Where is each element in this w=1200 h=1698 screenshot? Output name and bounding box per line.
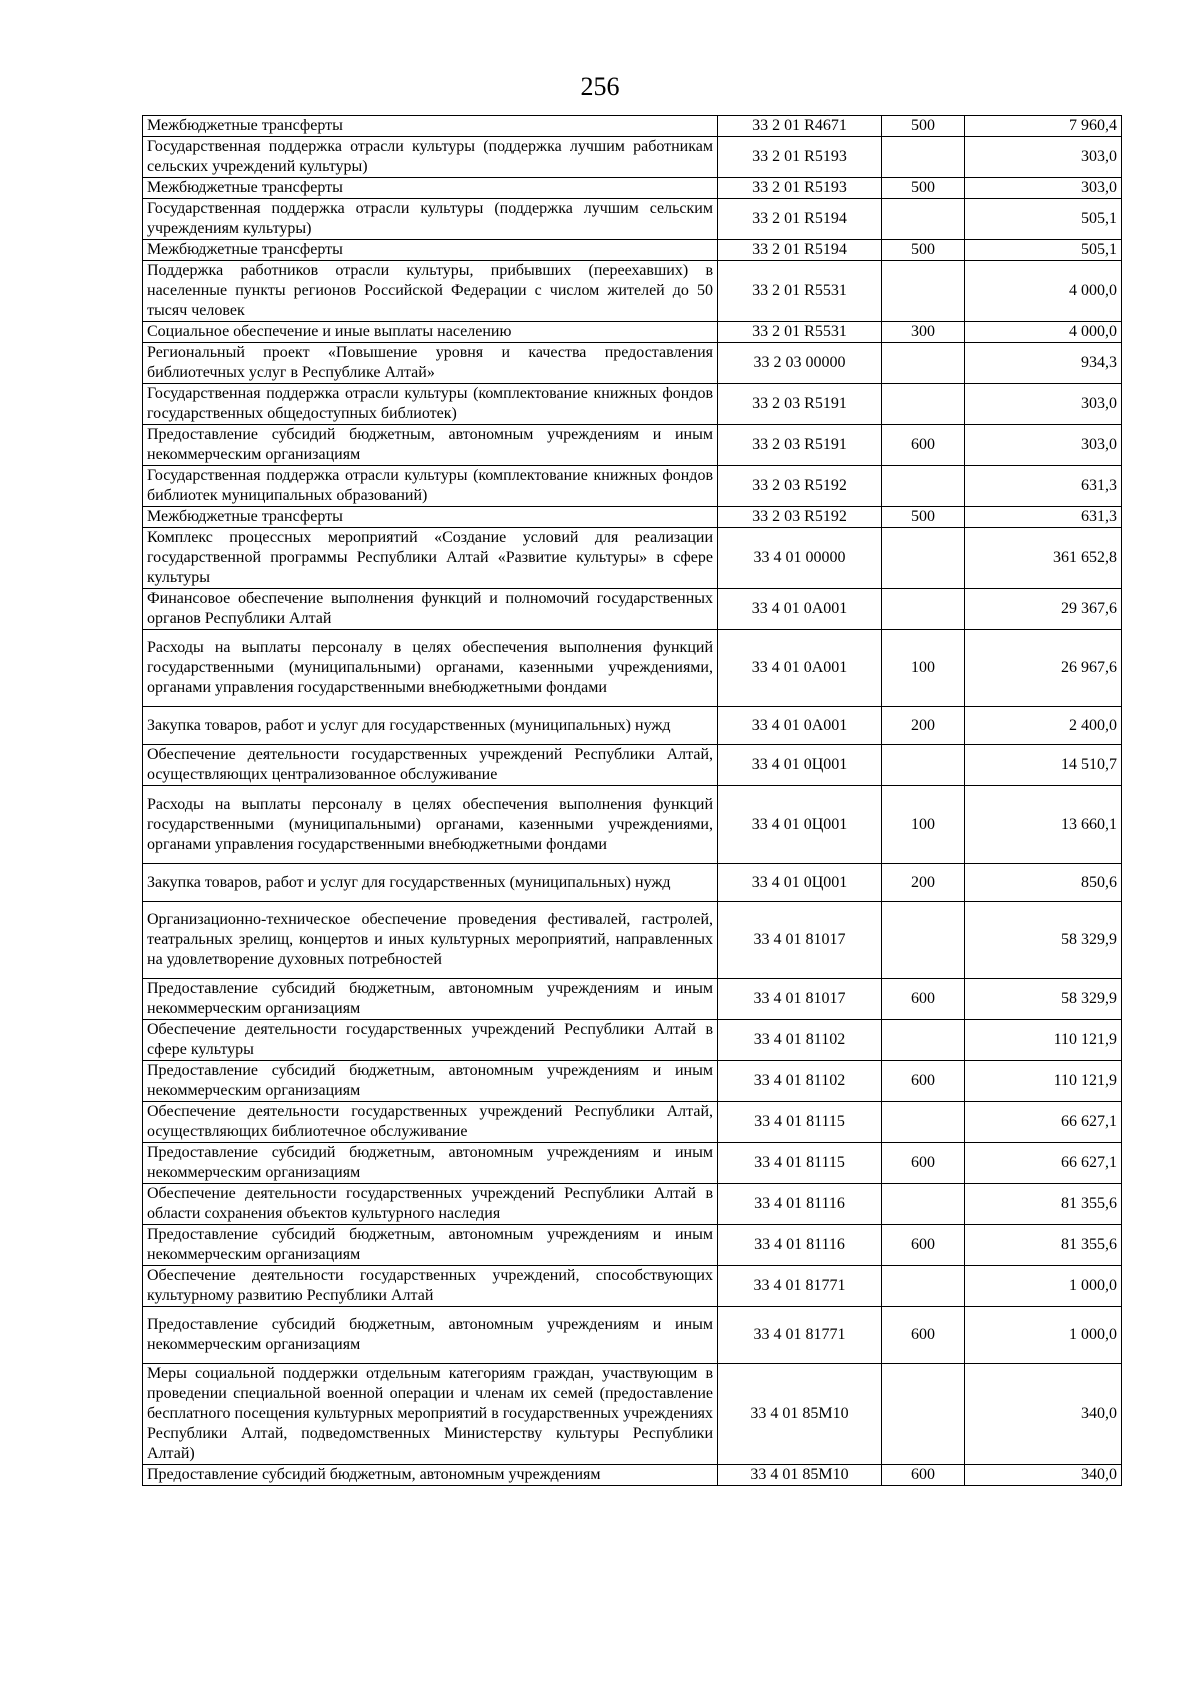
table-row (143, 1020, 1122, 1061)
target-code-cell: 33 4 01 81116 (718, 1225, 882, 1266)
expense-name-cell: Закупка товаров, работ и услуг для государственных (муниципальных) нужд (143, 864, 718, 902)
table-row (143, 1061, 1122, 1102)
expense-type-cell: 600 (882, 425, 965, 466)
target-code-cell: 33 2 03 R5192 (718, 466, 882, 507)
target-code-cell: 33 4 01 85М10 (718, 1364, 882, 1465)
table-row (143, 116, 1122, 137)
target-code-cell: 33 4 01 81115 (718, 1102, 882, 1143)
target-code-cell: 33 4 01 0Ц001 (718, 786, 882, 864)
amount-cell: 505,1 (965, 240, 1122, 261)
target-code-cell: 33 4 01 81116 (718, 1184, 882, 1225)
target-code-cell: 33 2 01 R5194 (718, 199, 882, 240)
expense-type-cell (882, 528, 965, 589)
table-row (143, 384, 1122, 425)
expense-name-cell: Расходы на выплаты персоналу в целях обеспечения выполнения функций государственными (муниципальными) органами, казенными учреждениями, органами управления государственными внебюджетными фондами (143, 786, 718, 864)
table-row (143, 864, 1122, 902)
target-code-cell: 33 2 01 R5531 (718, 322, 882, 343)
table-row (143, 1307, 1122, 1364)
amount-cell: 66 627,1 (965, 1102, 1122, 1143)
target-code-cell: 33 2 03 00000 (718, 343, 882, 384)
expense-type-cell: 600 (882, 1061, 965, 1102)
budget-table (142, 115, 1122, 1486)
amount-cell: 340,0 (965, 1364, 1122, 1465)
table-row (143, 1266, 1122, 1307)
table-row (143, 240, 1122, 261)
expense-type-cell (882, 1266, 965, 1307)
target-code-cell: 33 4 01 0А001 (718, 589, 882, 630)
amount-cell: 26 967,6 (965, 630, 1122, 707)
amount-cell: 29 367,6 (965, 589, 1122, 630)
expense-type-cell (882, 1364, 965, 1465)
expense-name-cell: Межбюджетные трансферты (143, 116, 718, 137)
expense-name-cell: Предоставление субсидий бюджетным, автономным учреждениям и иным некоммерческим организациям (143, 1307, 718, 1364)
expense-type-cell (882, 343, 965, 384)
target-code-cell: 33 4 01 81102 (718, 1061, 882, 1102)
expense-type-cell: 200 (882, 864, 965, 902)
table-row (143, 902, 1122, 979)
target-code-cell: 33 4 01 81771 (718, 1307, 882, 1364)
expense-name-cell: Государственная поддержка отрасли культуры (комплектование книжных фондов библиотек муниципальных образований) (143, 466, 718, 507)
expense-name-cell: Обеспечение деятельности государственных учреждений Республики Алтай в области сохранения объектов культурного наследия (143, 1184, 718, 1225)
expense-name-cell: Предоставление субсидий бюджетным, автономным учреждениям и иным некоммерческим организациям (143, 1143, 718, 1184)
expense-name-cell: Государственная поддержка отрасли культуры (комплектование книжных фондов государственных общедоступных библиотек) (143, 384, 718, 425)
expense-type-cell: 300 (882, 322, 965, 343)
target-code-cell: 33 2 03 R5191 (718, 425, 882, 466)
amount-cell: 303,0 (965, 384, 1122, 425)
amount-cell: 110 121,9 (965, 1020, 1122, 1061)
amount-cell: 58 329,9 (965, 979, 1122, 1020)
amount-cell: 2 400,0 (965, 707, 1122, 745)
expense-type-cell: 500 (882, 240, 965, 261)
table-row (143, 322, 1122, 343)
target-code-cell: 33 2 01 R5193 (718, 178, 882, 199)
amount-cell: 631,3 (965, 466, 1122, 507)
expense-name-cell: Межбюджетные трансферты (143, 178, 718, 199)
expense-name-cell: Обеспечение деятельности государственных учреждений Республики Алтай, осуществляющих централизованное обслуживание (143, 745, 718, 786)
target-code-cell: 33 4 01 0Ц001 (718, 745, 882, 786)
table-row (143, 1364, 1122, 1465)
target-code-cell: 33 2 01 R5193 (718, 137, 882, 178)
table-row (143, 507, 1122, 528)
amount-cell: 7 960,4 (965, 116, 1122, 137)
expense-name-cell: Межбюджетные трансферты (143, 240, 718, 261)
table-row (143, 528, 1122, 589)
amount-cell: 81 355,6 (965, 1184, 1122, 1225)
expense-name-cell: Предоставление субсидий бюджетным, автономным учреждениям и иным некоммерческим организациям (143, 1061, 718, 1102)
target-code-cell: 33 4 01 81017 (718, 979, 882, 1020)
expense-type-cell (882, 1020, 965, 1061)
expense-name-cell: Предоставление субсидий бюджетным, автономным учреждениям и иным некоммерческим организациям (143, 1225, 718, 1266)
expense-name-cell: Закупка товаров, работ и услуг для государственных (муниципальных) нужд (143, 707, 718, 745)
table-row (143, 589, 1122, 630)
page-number: 256 (580, 72, 620, 101)
amount-cell: 850,6 (965, 864, 1122, 902)
target-code-cell: 33 4 01 0А001 (718, 707, 882, 745)
table-row (143, 707, 1122, 745)
table-row (143, 343, 1122, 384)
amount-cell: 1 000,0 (965, 1266, 1122, 1307)
amount-cell: 81 355,6 (965, 1225, 1122, 1266)
expense-name-cell: Предоставление субсидий бюджетным, автономным учреждениям и иным некоммерческим организациям (143, 979, 718, 1020)
expense-type-cell: 600 (882, 1307, 965, 1364)
expense-name-cell: Региональный проект «Повышение уровня и качества предоставления библиотечных услуг в Республике Алтай» (143, 343, 718, 384)
expense-name-cell: Расходы на выплаты персоналу в целях обеспечения выполнения функций государственными (муниципальными) органами, казенными учреждениями, органами управления государственными внебюджетными фондами (143, 630, 718, 707)
expense-name-cell: Предоставление субсидий бюджетным, автономным учреждениям (143, 1465, 718, 1486)
amount-cell: 303,0 (965, 137, 1122, 178)
expense-type-cell (882, 745, 965, 786)
expense-type-cell (882, 137, 965, 178)
target-code-cell: 33 4 01 00000 (718, 528, 882, 589)
amount-cell: 66 627,1 (965, 1143, 1122, 1184)
target-code-cell: 33 2 03 R5192 (718, 507, 882, 528)
expense-name-cell: Организационно-техническое обеспечение проведения фестивалей, гастролей, театральных зрелищ, концертов и иных культурных мероприятий, направленных на удовлетворение духовных потребностей (143, 902, 718, 979)
table-row (143, 630, 1122, 707)
target-code-cell: 33 4 01 85М10 (718, 1465, 882, 1486)
table-row (143, 466, 1122, 507)
expense-type-cell: 500 (882, 507, 965, 528)
amount-cell: 1 000,0 (965, 1307, 1122, 1364)
target-code-cell: 33 4 01 0А001 (718, 630, 882, 707)
expense-type-cell: 500 (882, 116, 965, 137)
table-row (143, 425, 1122, 466)
amount-cell: 631,3 (965, 507, 1122, 528)
expense-name-cell: Обеспечение деятельности государственных учреждений Республики Алтай в сфере культуры (143, 1020, 718, 1061)
expense-type-cell (882, 902, 965, 979)
expense-name-cell: Финансовое обеспечение выполнения функций и полномочий государственных органов Республики Алтай (143, 589, 718, 630)
expense-type-cell: 500 (882, 178, 965, 199)
expense-name-cell: Государственная поддержка отрасли культуры (поддержка лучшим сельским учреждениям культуры) (143, 199, 718, 240)
expense-type-cell: 600 (882, 979, 965, 1020)
table-row (143, 786, 1122, 864)
target-code-cell: 33 4 01 81102 (718, 1020, 882, 1061)
expense-type-cell (882, 261, 965, 322)
target-code-cell: 33 4 01 81115 (718, 1143, 882, 1184)
table-row (143, 1184, 1122, 1225)
expense-type-cell: 200 (882, 707, 965, 745)
expense-type-cell (882, 589, 965, 630)
amount-cell: 340,0 (965, 1465, 1122, 1486)
expense-name-cell: Предоставление субсидий бюджетным, автономным учреждениям и иным некоммерческим организациям (143, 425, 718, 466)
expense-type-cell (882, 384, 965, 425)
expense-type-cell: 100 (882, 630, 965, 707)
table-row (143, 745, 1122, 786)
amount-cell: 14 510,7 (965, 745, 1122, 786)
expense-name-cell: Поддержка работников отрасли культуры, прибывших (переехавших) в населенные пункты регионов Российской Федерации с числом жителей до 50 тысяч человек (143, 261, 718, 322)
amount-cell: 58 329,9 (965, 902, 1122, 979)
expense-type-cell: 600 (882, 1143, 965, 1184)
amount-cell: 4 000,0 (965, 261, 1122, 322)
table-row (143, 1465, 1122, 1486)
expense-name-cell: Социальное обеспечение и иные выплаты населению (143, 322, 718, 343)
target-code-cell: 33 2 01 R5531 (718, 261, 882, 322)
amount-cell: 934,3 (965, 343, 1122, 384)
expense-name-cell: Меры социальной поддержки отдельным категориям граждан, участвующим в проведении специальной военной операции и членам их семей (предоставление бесплатного посещения культурных мероприятий в государственных учреждениях Республики Алтай, подведомственных Министерству культуры Республики Алтай) (143, 1364, 718, 1465)
amount-cell: 303,0 (965, 425, 1122, 466)
target-code-cell: 33 2 01 R4671 (718, 116, 882, 137)
table-row (143, 1225, 1122, 1266)
table-row (143, 1102, 1122, 1143)
table-row (143, 1143, 1122, 1184)
amount-cell: 361 652,8 (965, 528, 1122, 589)
expense-name-cell: Государственная поддержка отрасли культуры (поддержка лучшим работникам сельских учреждений культуры) (143, 137, 718, 178)
expense-name-cell: Обеспечение деятельности государственных учреждений Республики Алтай, осуществляющих библиотечное обслуживание (143, 1102, 718, 1143)
expense-name-cell: Комплекс процессных мероприятий «Создание условий для реализации государственной программы Республики Алтай «Развитие культуры» в сфере культуры (143, 528, 718, 589)
target-code-cell: 33 2 03 R5191 (718, 384, 882, 425)
expense-type-cell (882, 466, 965, 507)
target-code-cell: 33 4 01 0Ц001 (718, 864, 882, 902)
amount-cell: 13 660,1 (965, 786, 1122, 864)
table-row (143, 199, 1122, 240)
expense-type-cell (882, 1184, 965, 1225)
amount-cell: 505,1 (965, 199, 1122, 240)
expense-name-cell: Обеспечение деятельности государственных учреждений, способствующих культурному развитию Республики Алтай (143, 1266, 718, 1307)
amount-cell: 303,0 (965, 178, 1122, 199)
expense-type-cell (882, 199, 965, 240)
expense-type-cell (882, 1102, 965, 1143)
table-row (143, 261, 1122, 322)
amount-cell: 4 000,0 (965, 322, 1122, 343)
target-code-cell: 33 4 01 81771 (718, 1266, 882, 1307)
target-code-cell: 33 2 01 R5194 (718, 240, 882, 261)
expense-type-cell: 600 (882, 1225, 965, 1266)
amount-cell: 110 121,9 (965, 1061, 1122, 1102)
target-code-cell: 33 4 01 81017 (718, 902, 882, 979)
table-row (143, 178, 1122, 199)
table-row (143, 979, 1122, 1020)
table-row (143, 137, 1122, 178)
expense-type-cell: 100 (882, 786, 965, 864)
expense-type-cell: 600 (882, 1465, 965, 1486)
expense-name-cell: Межбюджетные трансферты (143, 507, 718, 528)
